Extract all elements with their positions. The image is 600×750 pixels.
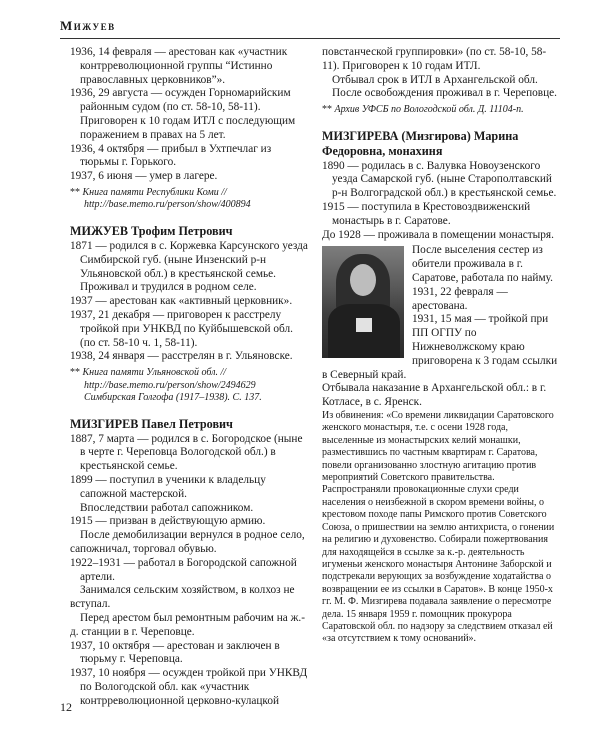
entry3-line: 1915 — призван в действующую армию.: [70, 515, 266, 528]
entry2-name: МИЖУЕВ Трофим Петрович: [70, 223, 233, 238]
entry4-line: До 1928 — проживала в помещении монастыря.: [322, 228, 554, 241]
running-head: Мижуев: [60, 18, 116, 33]
source-marker: **: [70, 367, 80, 379]
entry3-line: 1887, 7 марта — родился в с. Богородское (ныне в черте г. Череповца Вологодской обл.) в крестьянской семье.: [70, 432, 303, 473]
entry1-line: 1936, 29 августа — осужден Горномарийским районным судом (по ст. 58-10, 58-11). Приговорен к 10 годам ИТЛ с последующим поражением в правах на 5 лет.: [70, 87, 296, 141]
entry2-source-text: Книга памяти Ульяновской обл. // http://base.memo.ru/person/show/2494629 Симбирская Голгофа (1917–1938). С. 137.: [82, 367, 262, 404]
page-number: 12: [60, 700, 72, 714]
entry4-photo-line: 1931, 22 февраля — арестована.: [412, 285, 508, 312]
entry2-line: 1938, 24 января — расстрелян в г. Ульяновске.: [70, 350, 293, 363]
entry3-source-text: Архив УФСБ по Вологодской обл. Д. 11104-п.: [334, 104, 524, 116]
entry3-line: Занимался сельским хозяйством, в колхоз не вступал.: [70, 584, 295, 611]
right-column: [322, 46, 560, 646]
entry2-line: 1937 — арестован как «активный церковник».: [70, 295, 293, 308]
portrait-photo: [322, 246, 404, 358]
entry2-line: 1871 — родился в с. Коржевка Карсунского уезда Симбирской губ. (ныне Инзенский р-н Ульяновской обл.) в крестьянской семье.: [70, 239, 308, 280]
entry3-cont-line: После освобождения проживал в г. Череповце.: [332, 87, 557, 100]
entry3-line: 1937, 10 октября — арестован и заключен в тюрьму г. Череповца.: [70, 639, 280, 666]
entry3-line: 1899 — поступил в ученики к владельцу сапожной мастерской.: [70, 474, 266, 500]
entry3-line: 1922–1931 — работал в Богородской сапожной артели.: [70, 556, 297, 583]
entry3-line: После демобилизации вернулся в родное село, сапожничал, торговал обувью.: [70, 529, 305, 556]
entry2-source: [70, 367, 308, 405]
entry4-name: МИЗГИРЕВА (Мизгирова) Марина Федоровна, монахиня: [322, 128, 519, 158]
entry3-cont-line: повстанческой группировки» (по ст. 58-10, 58-11). Приговорен к 10 годам ИТЛ.: [322, 46, 547, 72]
entry4-photo-line: После выселения сестер из обители проживала в г. Саратове, работала по найму.: [412, 244, 553, 285]
entry3-line: Перед арестом был ремонтным рабочим на ж.-д. станции в г. Череповце.: [70, 612, 306, 638]
entry3-name: МИЗГИРЕВ Павел Петрович: [70, 416, 233, 431]
entry4-line: 1890 — родилась в с. Валувка Новоузенского уезда Самарской губ. (ныне Старополтавский р-н Волгоградской обл.) в крестьянской семье.: [322, 159, 557, 200]
source-marker: **: [70, 186, 80, 198]
entry4-line: 1915 — поступила в Крестовоздвиженский монастырь в г. Саратове.: [322, 201, 531, 227]
source-marker: **: [322, 104, 332, 116]
entry1-line: 1937, 6 июня — умер в лагере.: [70, 170, 218, 183]
photo-badge-shape: [356, 318, 372, 332]
entry2-line: Проживал и трудился в родном селе.: [80, 281, 257, 294]
header-divider: [60, 38, 560, 39]
entry4-photo-line: Отбывала наказание в Архангельской обл.: в г. Котласе, в с. Яренск.: [322, 382, 547, 409]
entry3-source: [322, 104, 560, 117]
entry1-source-text: Книга памяти Республики Коми // http://base.memo.ru/person/show/400894: [82, 186, 251, 211]
entry1-line: 1936, 4 октября — прибыл в Ухтпечлаг из тюрьмы г. Горького.: [70, 142, 272, 169]
entry4-photo-block: [322, 244, 560, 410]
entry1-source: [70, 187, 308, 212]
entry2-line: 1937, 21 декабря — приговорен к расстрелу тройкой при УНКВД по Куйбышевской обл. (по ст. 58-10 ч. 1, 58-11).: [70, 308, 293, 349]
entry4-photo-line: 1931, 15 мая — тройкой при ПП ОГПУ по Нижневолжскому краю приговорена к 3 годам ссылки в Северный край.: [322, 313, 558, 381]
entry3-line: Впоследствии работал сапожником.: [80, 501, 254, 514]
entry3-line: 1937, 10 ноября — осужден тройкой при УНКВД по Вологодской обл. как «участник контрреволюционной церковно-кулацкой: [70, 667, 308, 707]
entry1-line: 1936, 14 февраля — арестован как «участник контрреволюционной группы “Истинно православных церковников”».: [70, 46, 288, 86]
entry4-accusation: Из обвинения: «Со времени ликвидации Саратовского женского монастыря, т.е. с осени 1928 года, выселенные из монастырских келий монашки, разместившись по частным квартирам г. Саратова, повели организованно злостную агитацию против мероприятий Советского правительства. Распространяли провокационные слухи среди населения о неизбежной в скором времени войны, о крестовом походе папы Римского против Советского Союза, о пришествии на землю антихриста, о гонении на религию и духовенство. Собирали пожертвования для находящейся в ссылке за к.-р. деятельность игуменьи женского монастыря Антонине Заборской и подстрекали верующих за возбуждение ходатайства о возвращении ее из ссылки в Саратов». В конце 1950-х гг. М. Ф. Мизгирева подавала заявление о пересмотре дела. 15 января 1959 г. помощник прокурора Саратовской обл. по надзору за следствием отказал ей «за отсутствием к тому оснований».: [322, 410, 555, 645]
entry3-cont-line: Отбывал срок в ИТЛ в Архангельской обл.: [332, 73, 538, 86]
left-column: [70, 46, 308, 709]
